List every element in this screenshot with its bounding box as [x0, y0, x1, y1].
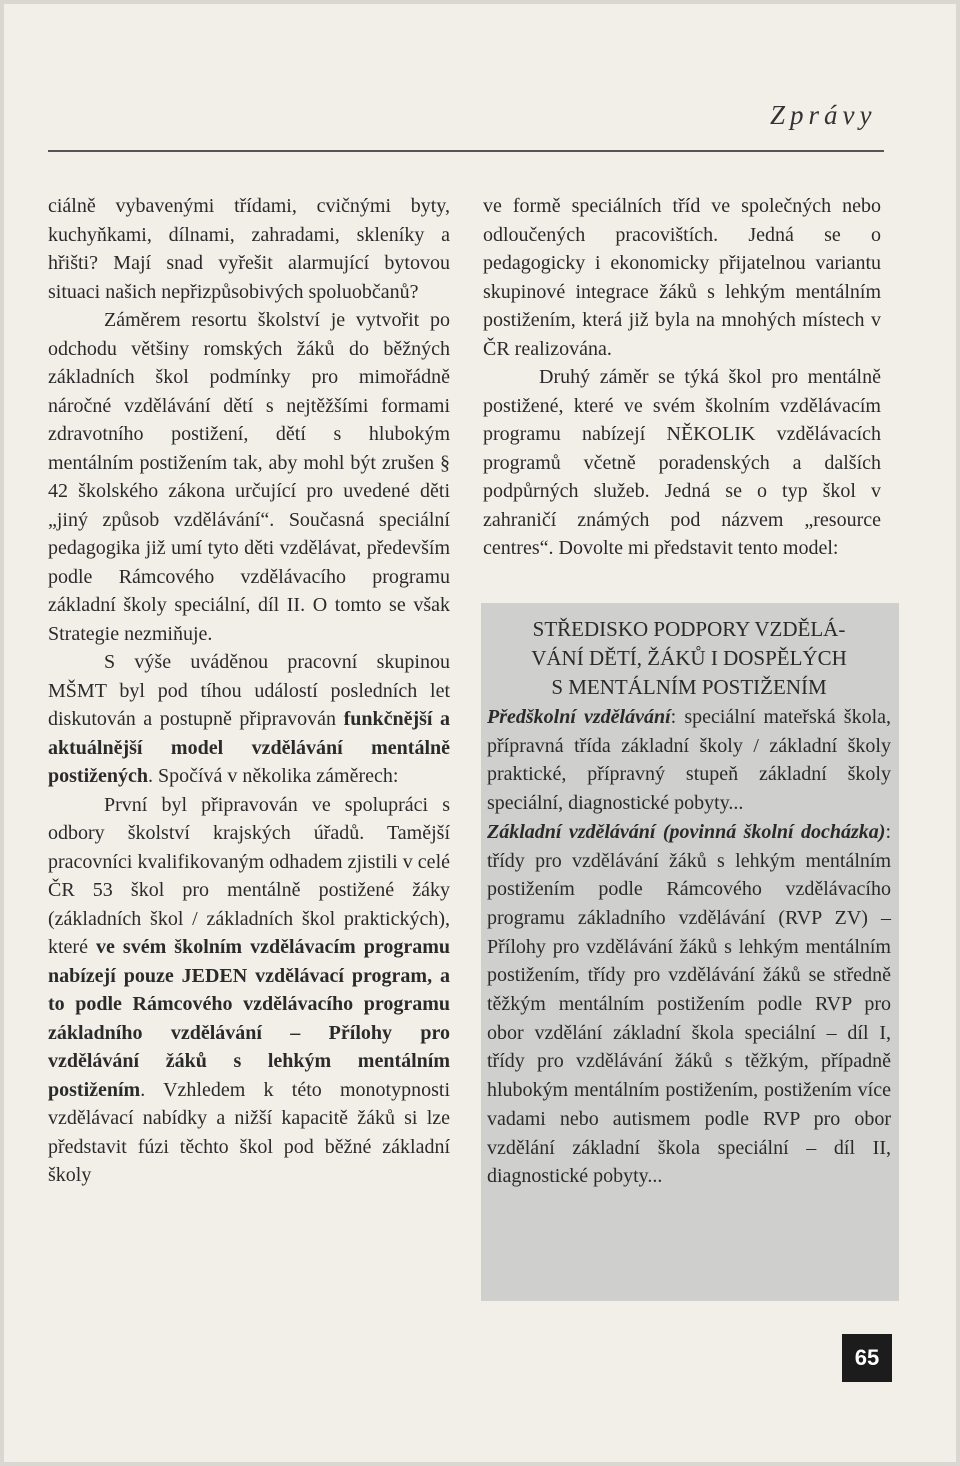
sidebar-item-preschool-text: : speciální mateřská škola, přípravná třída základní školy / základní školy praktické, přípravný stupeň základní školy speciální, diagnostické pobyty...: [487, 706, 892, 815]
right-paragraph-2: Druhý záměr se týká škol pro mentálně postižené, které ve svém školním vzdělávacím programu nabízejí NĚKOLIK vzdělávacích programů včetně poradenských a dalších podpůrných služeb. Jedná se o typ škol v zahraničí známých pod názvem „resource centres“. Dovolte mi představit tento model:: [483, 366, 881, 559]
left-paragraph-4-bold: ve svém školním vzdělávacím programu nabízejí pouze JEDEN vzdělávací program, a to podle Rámcového vzdělávacího programu základního vzdělávání – Přílohy pro vzdělávání žáků s lehkým mentálním postižením: [48, 936, 450, 1101]
page-number: 65: [842, 1334, 892, 1382]
sidebar-title-line-2: VÁNÍ DĚTÍ, ŽÁKŮ I DOSPĚLÝCH: [531, 646, 847, 670]
left-paragraph-3-text-a: S výše uváděnou pracovní skupinou MŠMT byl pod tíhou událostí posledních let diskutován a postupně připravován: [48, 651, 450, 730]
right-paragraph-1: ve formě speciálních tříd ve společných nebo odloučených pracovištích. Jedná se o pedagogicky i ekonomicky přijatelnou variantu skupinové integrace žáků s lehkým mentálním postižením, která již byla na mnohých místech v ČR realizována.: [483, 195, 881, 360]
left-paragraph-4-text-a: První byl připravován ve spolupráci s odbory školství krajských úřadů. Tamější pracovníci kvalifikovaným odhadem zjistili v celé ČR 53 škol pro mentálně postižené žáky (základních škol / základních škol praktických), které: [48, 793, 450, 958]
sidebar-item-basic: [487, 818, 891, 1191]
left-paragraph-4: [48, 791, 450, 1190]
left-paragraph-3-bold: funkčnější a aktuálnější model vzdělávání mentálně postižených: [48, 708, 451, 787]
sidebar-title-line-1: STŘEDISKO PODPORY VZDĚLÁ-: [532, 617, 846, 641]
left-paragraph-4-text-c: . Vzhledem k této monotypnosti vzdělávací nabídky a nižší kapacitě žáků si lze představit fúzi těchto škol pod běžné základní školy: [48, 1078, 450, 1186]
right-column: [483, 192, 881, 563]
sidebar-box: [481, 603, 899, 1301]
left-paragraph-3: [48, 648, 450, 791]
left-paragraph-1: ciálně vybavenými třídami, cvičnými byty, kuchyňkami, dílnami, zahradami, skleníky a hřišti? Mají snad vyřešit alarmující bytovou situaci našich nepřizpůsobivých spoluobčanů?: [48, 195, 450, 303]
left-paragraph-2: Záměrem resortu školství je vytvořit po odchodu většiny romských žáků do běžných základních škol podmínky pro mimořádně náročné vzdělávání dětí s nejtěžšími formami zdravotního postižení, dětí s hlubokým mentálním postižením tak, aby mohl být zrušen § 42 školského zákona určující pro uvedené děti „jiný způsob vzdělávání“. Současná speciální pedagogika již umí tyto děti vzdělávat, především podle Rámcového vzdělávacího programu základní školy speciální, díl II. O tomto se však Strategie nezmiňuje.: [48, 309, 450, 645]
sidebar-item-basic-text: : třídy pro vzdělávání žáků s lehkým mentálním postižením podle Rámcového vzdělávacího programu základního vzdělávání (RVP ZV) – Přílohy pro vzdělávání žáků s lehkým mentálním postižením, třídy pro vzdělávání žáků se středně těžkým mentálním postižením podle RVP pro obor vzdělání základní škola speciální – díl I, třídy pro vzdělávání žáků s těžkým, případně hlubokým mentálním postižením, postižením více vadami nebo autismem podle RVP pro obor vzdělání základní škola speciální – díl II, diagnostické pobyty...: [487, 820, 891, 1188]
left-paragraph-3-text-c: . Spočívá v několika záměrech:: [148, 765, 399, 787]
sidebar-item-preschool: [487, 703, 891, 818]
section-title: Zprávy: [770, 100, 877, 130]
left-column: [48, 192, 450, 1190]
sidebar-title-line-3: S MENTÁLNÍM POSTIŽENÍM: [551, 675, 827, 699]
sidebar-title: [487, 615, 891, 702]
sidebar-item-preschool-label: Předškolní vzdělávání: [487, 706, 671, 728]
header-rule: [48, 150, 884, 152]
sidebar-item-basic-label: Základní vzdělávání (povinná školní docházka): [487, 820, 886, 843]
